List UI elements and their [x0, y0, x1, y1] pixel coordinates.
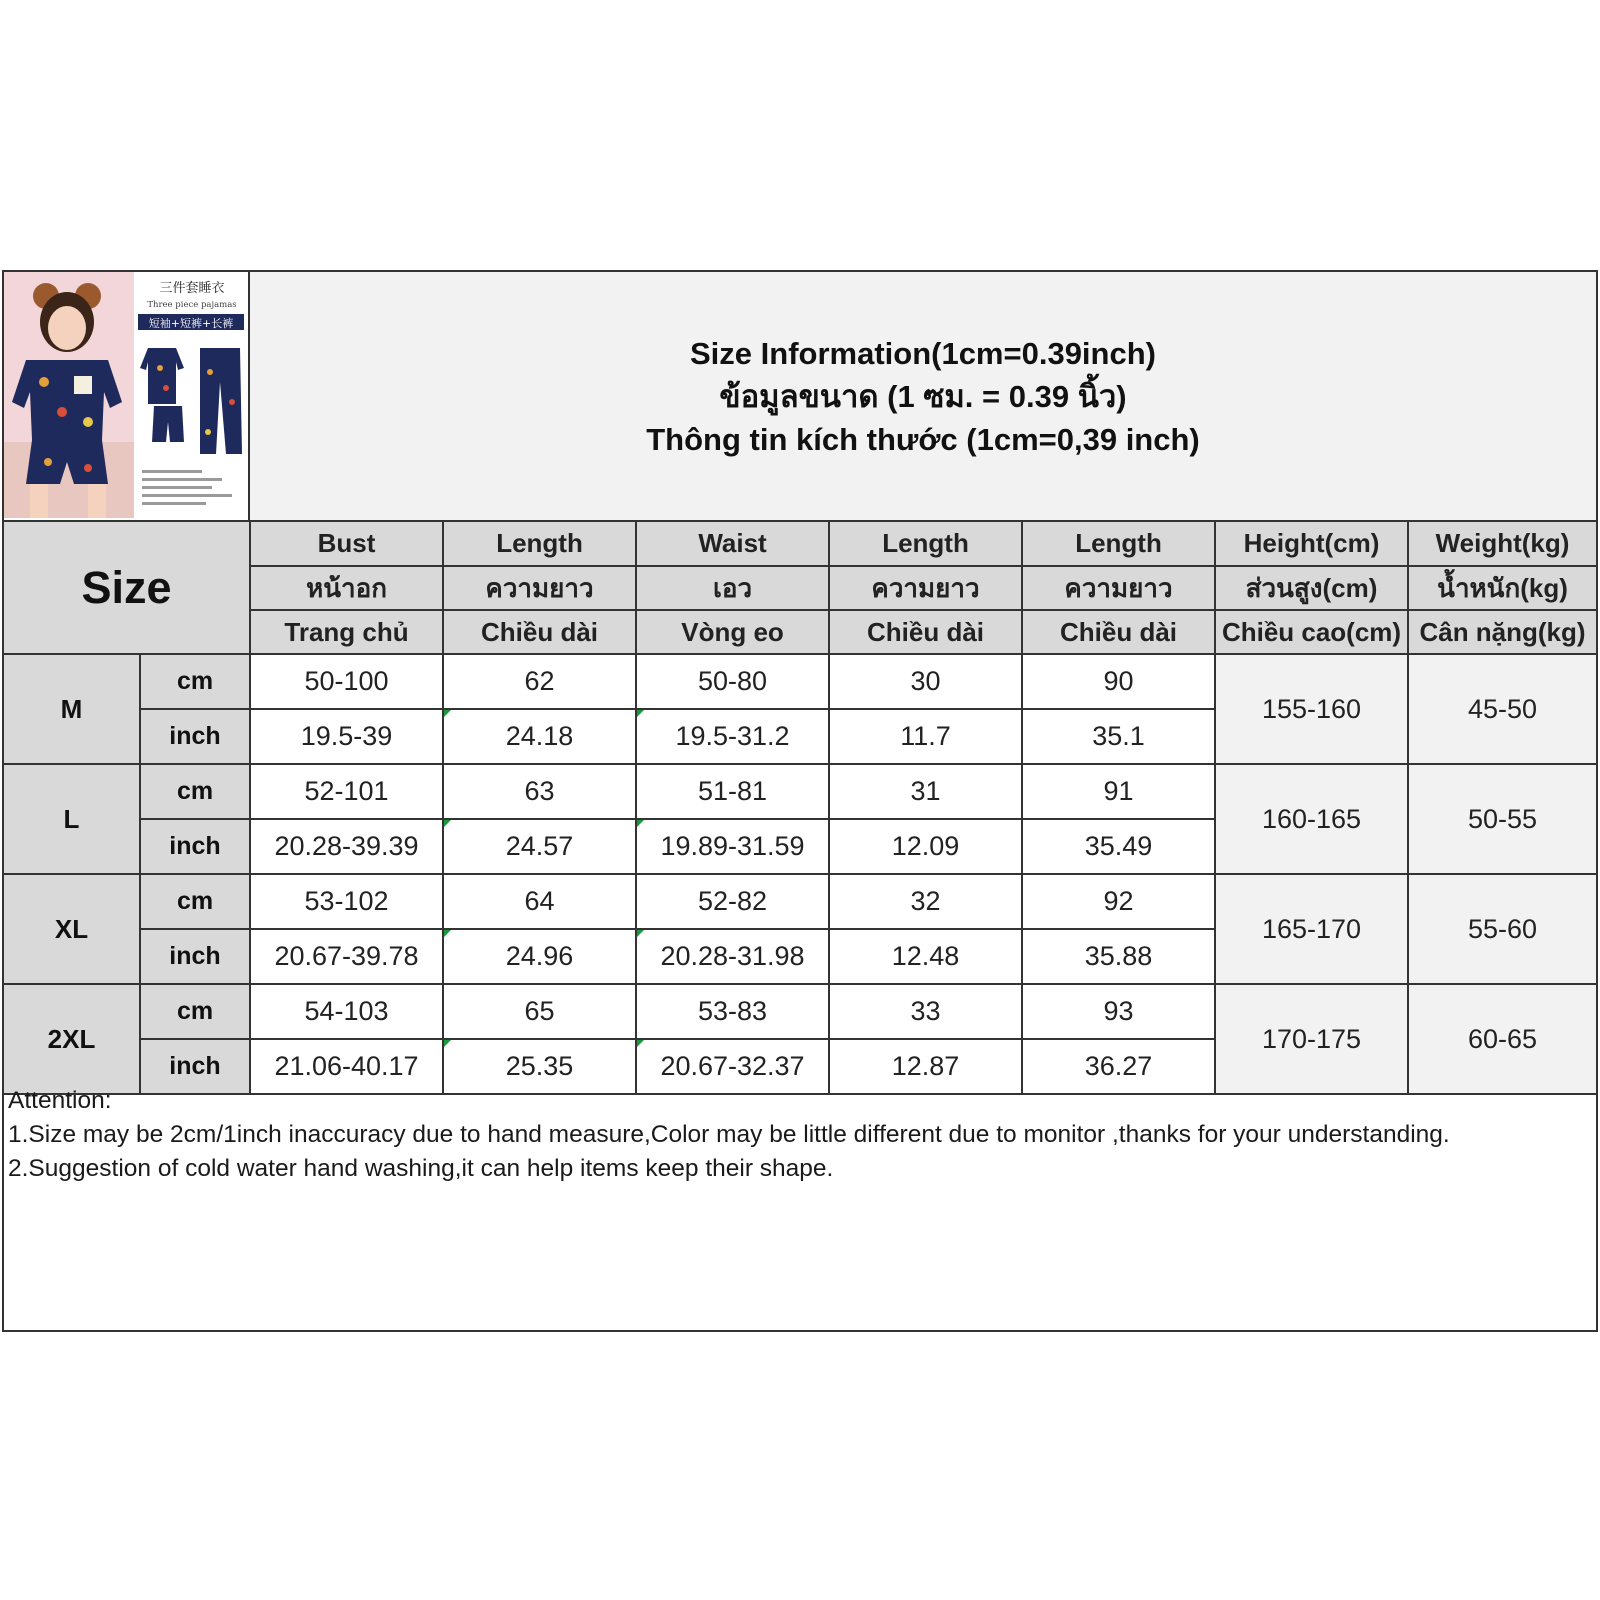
- weight-cell: 55-60: [1408, 874, 1596, 984]
- unit-label: inch: [140, 1039, 250, 1094]
- measurement-cell: 62: [443, 654, 636, 709]
- unit-label: cm: [140, 874, 250, 929]
- column-header-en: Length: [1022, 522, 1215, 566]
- column-header-en: Length: [829, 522, 1022, 566]
- size-table: [4, 522, 1596, 1095]
- measurement-cell: 20.28-31.98: [636, 929, 829, 984]
- column-header-th: เอว: [636, 566, 829, 610]
- column-header-en: Waist: [636, 522, 829, 566]
- measurement-cell: 20.67-39.78: [250, 929, 443, 984]
- measurement-cell: 20.28-39.39: [250, 819, 443, 874]
- size-row-cm: [4, 984, 1596, 1039]
- measurement-cell: 51-81: [636, 764, 829, 819]
- height-cell: 160-165: [1215, 764, 1408, 874]
- column-header-th: น้ำหนัก(kg): [1408, 566, 1596, 610]
- measurement-cell: 19.89-31.59: [636, 819, 829, 874]
- size-label: L: [4, 764, 140, 874]
- size-row-cm: [4, 874, 1596, 929]
- height-cell: 165-170: [1215, 874, 1408, 984]
- column-header-th: ความยาว: [829, 566, 1022, 610]
- column-header-th: ความยาว: [443, 566, 636, 610]
- measurement-cell: 24.18: [443, 709, 636, 764]
- size-label: 2XL: [4, 984, 140, 1094]
- measurement-cell: 24.57: [443, 819, 636, 874]
- column-header-en: Bust: [250, 522, 443, 566]
- caption-en: Three piece pajamas: [147, 300, 237, 310]
- column-header-th: ความยาว: [1022, 566, 1215, 610]
- measurement-cell: 50-100: [250, 654, 443, 709]
- measurement-cell: 93: [1022, 984, 1215, 1039]
- column-header-vi: Cân nặng(kg): [1408, 610, 1596, 654]
- measurement-cell: 52-82: [636, 874, 829, 929]
- measurement-cell: 92: [1022, 874, 1215, 929]
- height-cell: 170-175: [1215, 984, 1408, 1094]
- size-row-cm: [4, 764, 1596, 819]
- measurement-cell: 36.27: [1022, 1039, 1215, 1094]
- note-line-1: 1.Size may be 2cm/1inch inaccuracy due to hand measure,Color may be little different due to monitor ,thanks for your understanding.: [8, 1121, 1450, 1148]
- measurement-cell: 12.09: [829, 819, 1022, 874]
- measurement-cell: 31: [829, 764, 1022, 819]
- pajama-product-image: [4, 272, 248, 518]
- title-vietnamese: Thông tin kích thước (1cm=0,39 inch): [646, 421, 1200, 457]
- header-band: [4, 272, 1596, 522]
- size-label: XL: [4, 874, 140, 984]
- measurement-cell: 91: [1022, 764, 1215, 819]
- measurement-cell: 54-103: [250, 984, 443, 1039]
- measurement-cell: 12.87: [829, 1039, 1022, 1094]
- measurement-cell: 52-101: [250, 764, 443, 819]
- column-header-vi: Chiều dài: [1022, 610, 1215, 654]
- header-row-en: [4, 522, 1596, 566]
- unit-label: cm: [140, 654, 250, 709]
- column-header-vi: Chiều cao(cm): [1215, 610, 1408, 654]
- measurement-cell: 25.35: [443, 1039, 636, 1094]
- unit-label: cm: [140, 764, 250, 819]
- weight-cell: 60-65: [1408, 984, 1596, 1094]
- height-cell: 155-160: [1215, 654, 1408, 764]
- measurement-cell: 24.96: [443, 929, 636, 984]
- column-header-en: Height(cm): [1215, 522, 1408, 566]
- size-chart-sheet: [2, 270, 1598, 1332]
- measurement-cell: 53-102: [250, 874, 443, 929]
- size-label: M: [4, 654, 140, 764]
- measurement-cell: 50-80: [636, 654, 829, 709]
- measurement-cell: 35.88: [1022, 929, 1215, 984]
- measurement-cell: 32: [829, 874, 1022, 929]
- measurement-cell: 20.67-32.37: [636, 1039, 829, 1094]
- attention-notes: [8, 1084, 1588, 1186]
- measurement-cell: 11.7: [829, 709, 1022, 764]
- column-header-th: หน้าอก: [250, 566, 443, 610]
- product-image: [4, 272, 250, 520]
- measurement-cell: 33: [829, 984, 1022, 1039]
- measurement-cell: 21.06-40.17: [250, 1039, 443, 1094]
- column-header-en: Length: [443, 522, 636, 566]
- title-english: Size Information(1cm=0.39inch): [690, 335, 1156, 371]
- measurement-cell: 30: [829, 654, 1022, 709]
- unit-label: cm: [140, 984, 250, 1039]
- measurement-cell: 12.48: [829, 929, 1022, 984]
- measurement-cell: 90: [1022, 654, 1215, 709]
- caption-tag: 短袖+短裤+长裤: [148, 317, 234, 330]
- column-header-vi: Vòng eo: [636, 610, 829, 654]
- title-thai: ข้อมูลขนาด (1 ซม. = 0.39 นิ้ว): [719, 378, 1127, 414]
- weight-cell: 50-55: [1408, 764, 1596, 874]
- notes-heading: Attention:: [8, 1087, 112, 1114]
- size-header: Size: [4, 522, 250, 654]
- measurement-cell: 53-83: [636, 984, 829, 1039]
- weight-cell: 45-50: [1408, 654, 1596, 764]
- measurement-cell: 35.1: [1022, 709, 1215, 764]
- note-line-2: 2.Suggestion of cold water hand washing,it can help items keep their shape.: [8, 1155, 834, 1182]
- measurement-cell: 19.5-31.2: [636, 709, 829, 764]
- column-header-th: ส่วนสูง(cm): [1215, 566, 1408, 610]
- measurement-cell: 64: [443, 874, 636, 929]
- caption-cn: 三件套睡衣: [159, 281, 225, 296]
- measurement-cell: 63: [443, 764, 636, 819]
- title-area: [250, 272, 1596, 520]
- column-header-vi: Chiều dài: [829, 610, 1022, 654]
- unit-label: inch: [140, 929, 250, 984]
- column-header-vi: Trang chủ: [250, 610, 443, 654]
- measurement-cell: 65: [443, 984, 636, 1039]
- unit-label: inch: [140, 819, 250, 874]
- column-header-vi: Chiều dài: [443, 610, 636, 654]
- column-header-en: Weight(kg): [1408, 522, 1596, 566]
- unit-label: inch: [140, 709, 250, 764]
- size-row-cm: [4, 654, 1596, 709]
- measurement-cell: 19.5-39: [250, 709, 443, 764]
- measurement-cell: 35.49: [1022, 819, 1215, 874]
